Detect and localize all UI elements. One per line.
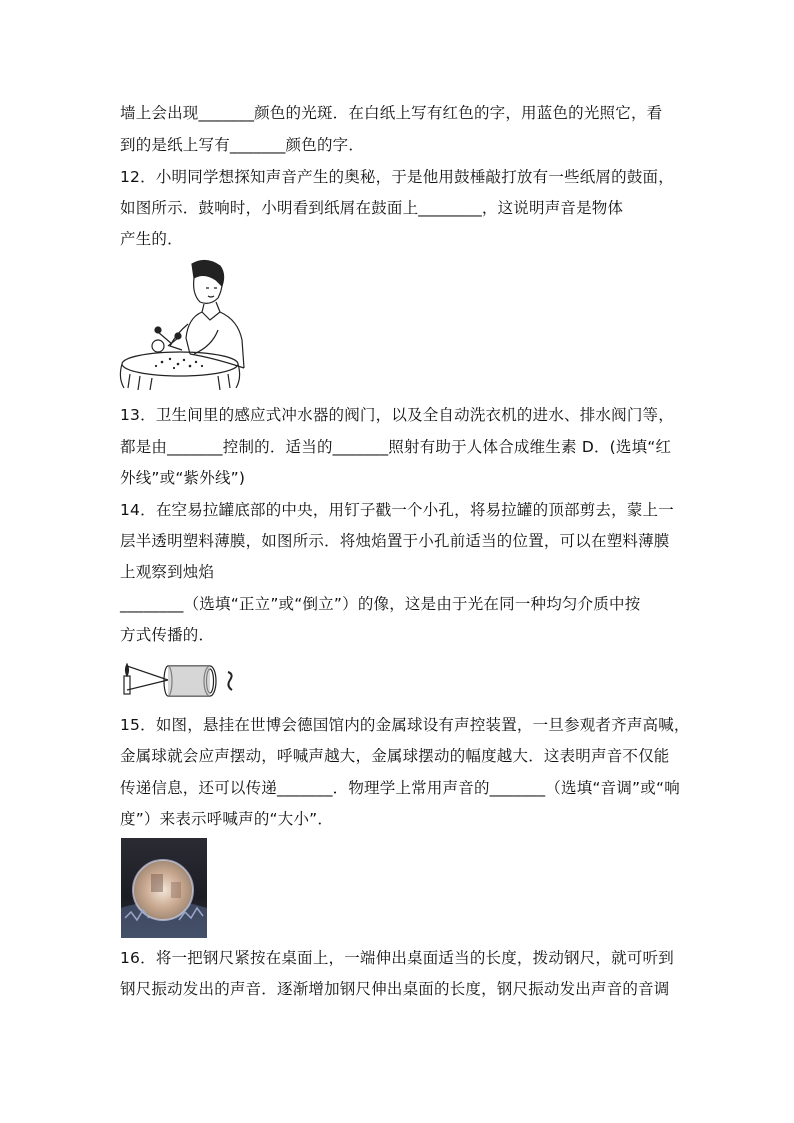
text-line: 金属球就会应声摆动，呼喊声越大，金属球摆动的幅度越大．这表明声音不仅能 [120,747,670,765]
text-line: 外线”或“紫外线”) [120,469,246,487]
text-line: 钢尺振动发出的声音．逐渐增加钢尺伸出桌面的长度，钢尺振动发出声音的音调 [120,980,670,998]
text-line: 到的是纸上写有_______颜色的字． [120,136,365,154]
text-line: 层半透明塑料薄膜，如图所示．将烛焰置于小孔前适当的位置，可以在塑料薄膜 [120,532,670,550]
text-line: 都是由_______控制的．适当的_______照射有助于人体合成维生素 D．(选填“红 [120,438,672,456]
text-line: ________（选填“正立”或“倒立”）的像，这是由于光在同一种均匀介质中按 [120,595,641,613]
question-15-text: 15．如图，悬挂在世博会德国馆内的金属球设有声控装置，一旦参观者齐声高喊， [120,716,690,734]
text-line: 如图所示．鼓响时，小明看到纸屑在鼓面上________，这说明声音是物体 [120,199,624,217]
pinhole-camera-figure [118,660,244,700]
question-16-text: 16．将一把钢尺紧按在桌面上，一端伸出桌面适当的长度，拨动钢尺，就可听到 [120,949,674,967]
metal-ball-photo [121,838,207,938]
text-line: 度”）来表示呼喊声的“大小”． [120,810,334,828]
text-line: 产生的． [120,230,183,248]
boy-drumming-figure [118,258,250,390]
question-12-text: 12．小明同学想探知声音产生的奥秘，于是他用鼓棰敲打放有一些纸屑的鼓面， [120,168,674,186]
question-14-text: 14．在空易拉罐底部的中央，用钉子戳一个小孔，将易拉罐的顶部剪去，蒙上一 [120,501,674,519]
question-13-text: 13．卫生间里的感应式冲水器的阀门，以及全自动洗衣机的进水、排水阀门等， [120,406,674,424]
text-line: 传递信息，还可以传递_______．物理学上常用声音的_______（选填“音调”或“响 [120,779,680,797]
text-line: 方式传播的． [120,626,215,644]
text-line: 墙上会出现_______颜色的光斑．在白纸上写有红色的字，用蓝色的光照它，看 [120,104,663,122]
text-line: 上观察到烛焰 [120,563,215,581]
